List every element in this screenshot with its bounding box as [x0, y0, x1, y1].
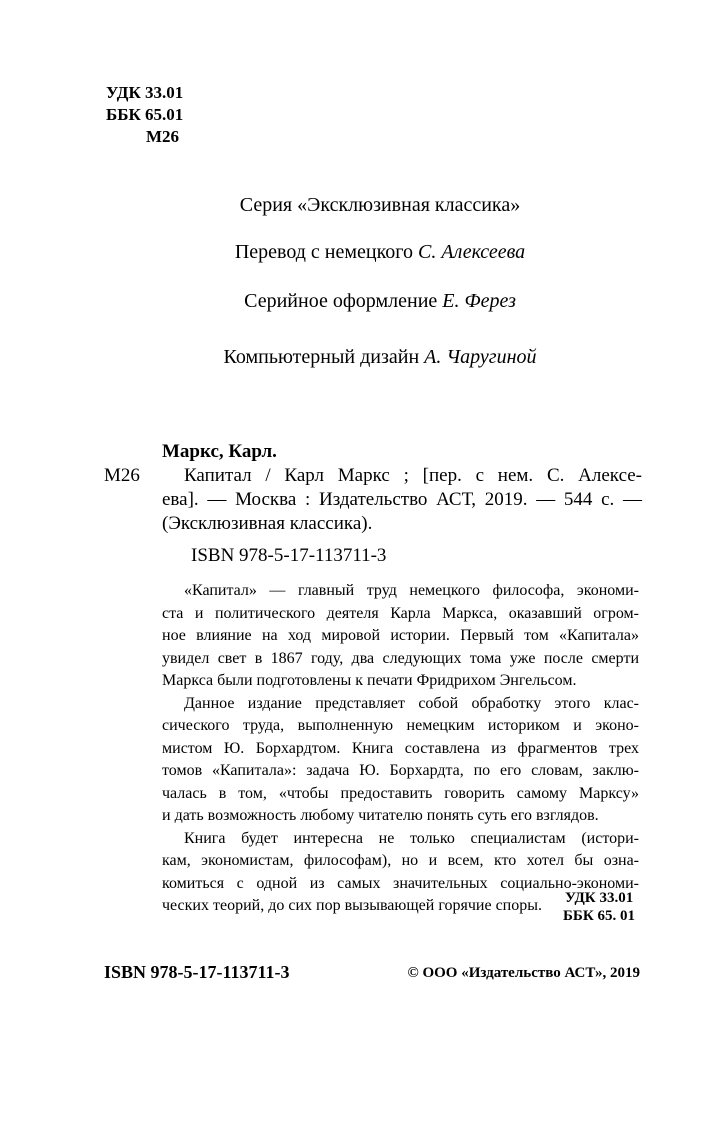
annotation-line: ста и политического деятеля Карла Маркса, оказавший огром- [162, 604, 639, 622]
index-bbk: ББК 65. 01 [563, 908, 635, 924]
bibliographic-isbn: ISBN 978-5-17-113711-3 [191, 545, 387, 566]
annotation-line: «Капитал» — главный труд немецкого философа, экономи- [184, 582, 639, 599]
annotation-line: томов «Капитала»: задача Ю. Борхардта, по его словам, заклю- [162, 762, 639, 779]
translation-credit [0, 240, 709, 264]
index-udk: УДК 33.01 [565, 890, 634, 906]
translation-label: Перевод с немецкого [234, 241, 419, 263]
annotation [162, 580, 639, 918]
bibliographic-line: ева]. — Москва : Издательство АСТ, 2019. — 544 с. — [162, 489, 642, 510]
bbk-code: ББК 65.01 [106, 105, 184, 124]
computer-design-label: Компьютерный дизайн [223, 346, 425, 368]
copyright-notice: © ООО «Издательство АСТ», 2019 [407, 965, 640, 981]
design-credit [0, 289, 709, 313]
series-credit [0, 193, 709, 217]
annotation-line: сического труда, выполненную немецким историком и эконо- [162, 717, 639, 734]
designer-name: Е. Ферез [442, 290, 516, 312]
translator-name: С. Алексеева [418, 241, 526, 263]
annotation-line: Книга будет интересна не только специалистам (истори- [184, 829, 639, 847]
annotation-line: и дать возможность любому читателю понять суть его взглядов. [162, 807, 599, 824]
series-label: Серия [239, 194, 298, 216]
annotation-line: чалась в том, «чтобы предоставить говорить самому Марксу» [162, 784, 639, 802]
annotation-line: увидел свет в 1867 году, два следующих тома уже после смерти [162, 649, 639, 667]
annotation-line: кам, экономистам, философам), но и всем, кто хотел бы озна- [162, 852, 639, 869]
bibliographic-author: Маркс, Карл. [162, 441, 277, 462]
bibliographic-author-mark: М26 [104, 465, 140, 486]
annotation-line: комиться с одной из самых значительных социально-экономи- [162, 874, 639, 892]
computer-design-credit [0, 345, 709, 369]
udk-code: УДК 33.01 [106, 83, 184, 102]
annotation-line: ное влияние на ход мировой истории. Первый том «Капитала» [162, 627, 639, 644]
author-mark: М26 [146, 127, 180, 146]
annotation-line: Данное издание представляет собой обработку этого клас- [184, 694, 639, 712]
bibliographic-line: Капитал / Карл Маркс ; [пер. с нем. С. Алексе- [184, 465, 642, 486]
annotation-line: Маркса были подготовлены к печати Фридрихом Энгельсом. [162, 672, 577, 689]
bibliographic-line: (Эксклюзивная классика). [162, 513, 373, 534]
design-label: Серийное оформление [244, 290, 443, 312]
computer-designer-name: А. Чаругиной [424, 346, 537, 368]
footer-isbn: ISBN 978-5-17-113711-3 [104, 962, 290, 982]
bibliographic-description [162, 464, 642, 536]
annotation-line: ческих теорий, до сих пор вызывающей горячие споры. [162, 897, 542, 914]
annotation-line: мистом Ю. Борхардтом. Книга составлена из фрагментов трех [162, 739, 639, 757]
series-name: «Эксклюзивная классика» [297, 194, 521, 216]
